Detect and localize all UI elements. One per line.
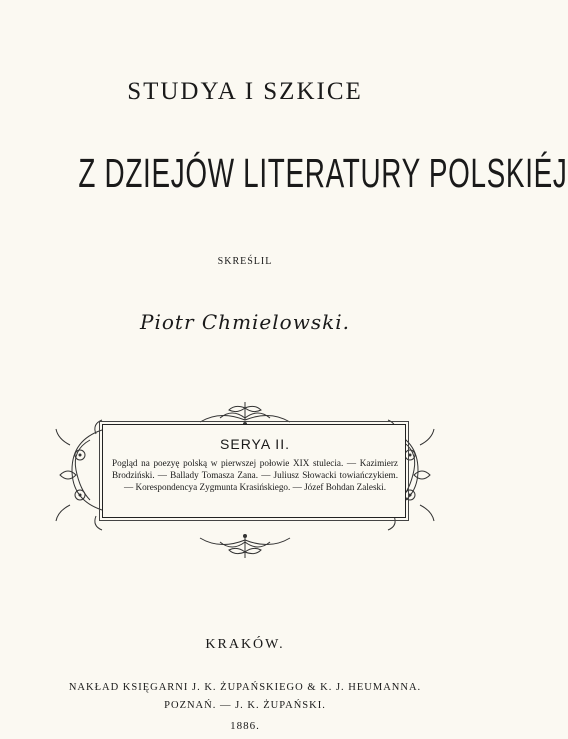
imprint-city: KRAKÓW. — [205, 637, 285, 652]
byline-label: SKREŚLIL — [217, 256, 273, 267]
title-line-1: STUDYA I SZKICE — [127, 78, 363, 105]
imprint-place: POZNAŃ. — J. K. ŻUPAŃSKI. — [164, 700, 326, 711]
title-line-2: Z DZIEJÓW LITERATURY POLSKIÉJ — [78, 150, 568, 196]
imprint-publisher: NAKŁAD KSIĘGARNI J. K. ŻUPAŃSKIEGO & K. J. HEUMANNA. — [68, 682, 422, 693]
imprint-year: 1886. — [230, 720, 260, 732]
series-contents: Pogląd na poezyę polską w pierwszej połowie XIX stulecia. — Kazimierz Brodziński. — Ballady Tomasza Zana. — Juliusz Słowacki towiańczykiem. — Korespondencya Zygmunta Krasińskiego. — Józef Bohdan Zaleski. — [112, 458, 398, 492]
series-label: SERYA II. — [220, 436, 290, 452]
author-signature: Piotr Chmielowski. — [140, 310, 350, 334]
